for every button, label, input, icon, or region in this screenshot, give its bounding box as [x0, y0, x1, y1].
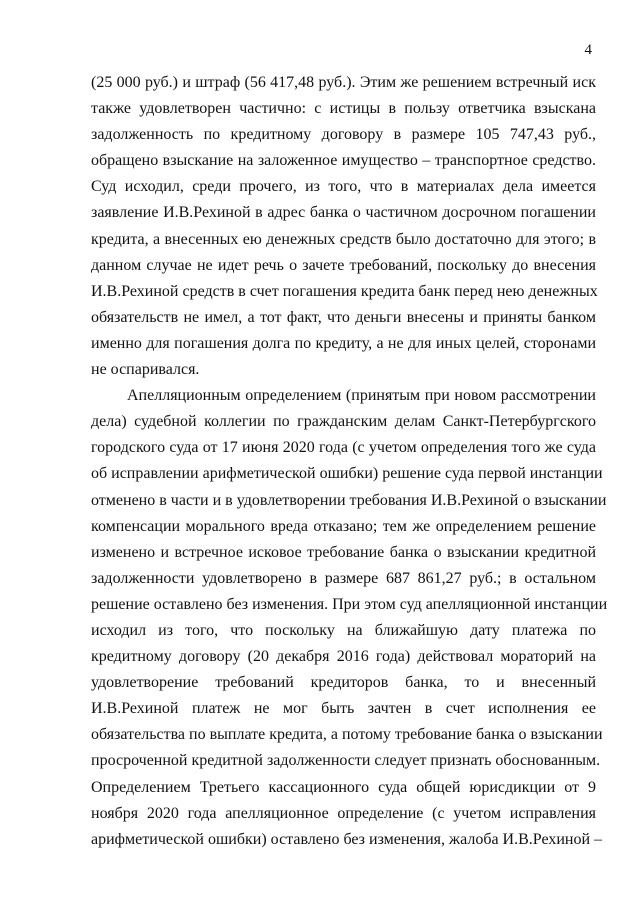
text-line: задолженность по кредитному договору в размере 105 747,43 руб., — [91, 126, 596, 144]
paragraph — [91, 383, 608, 853]
text-line: дела) судебной коллегии по гражданским делам Санкт-Петербургского — [91, 413, 596, 431]
text-line: арифметической ошибки) оставлено без изменения, жалоба И.В.Рехиной – — [91, 830, 603, 848]
text-line: И.В.Рехиной средств в счет погашения кредита банк перед нею денежных — [91, 282, 598, 300]
text-line: ноября 2020 года апелляционное определение (с учетом исправления — [91, 804, 596, 822]
text-line: не оспаривался. — [91, 361, 200, 379]
text-line: также удовлетворен частично: с истицы в пользу ответчика взыскана — [91, 100, 596, 118]
text-line: кредитному договору (20 декабря 2016 года) действовал мораторий на — [91, 648, 596, 666]
text-line: изменено и встречное исковое требование банка о взыскании кредитной — [91, 543, 596, 561]
text-line: городского суда от 17 июня 2020 года (с учетом определения того же суда — [91, 439, 596, 457]
text-line: компенсации морального вреда отказано; тем же определением решение — [91, 517, 596, 535]
text-line: обязательства по выплате кредита, а потому требование банка о взыскании — [91, 726, 603, 744]
text-line: обращено взыскание на заложенное имущество – транспортное средство. — [91, 152, 596, 170]
document-body — [91, 70, 608, 853]
text-line: об исправлении арифметической ошибки) решение суда первой инстанции — [91, 465, 603, 483]
text-line: Апелляционным определением (принятым при новом рассмотрении — [127, 387, 596, 405]
text-line: отменено в части и в удовлетворении требования И.В.Рехиной о взыскании — [91, 491, 607, 509]
text-line: Определением Третьего кассационного суда общей юрисдикции от 9 — [91, 778, 596, 796]
text-line: данном случае не идет речь о зачете требований, поскольку до внесения — [91, 256, 596, 274]
text-line: решение оставлено без изменения. При этом суд апелляционной инстанции — [91, 595, 608, 613]
text-line: И.В.Рехиной платеж не мог быть зачтен в счет исполнения ее — [91, 700, 596, 718]
page-number: 4 — [584, 42, 592, 58]
text-line: задолженности удовлетворено в размере 687 861,27 руб.; в остальном — [91, 569, 596, 587]
text-line: (25 000 руб.) и штраф (56 417,48 руб.). Этим же решением встречный иск — [91, 74, 596, 91]
text-line: удовлетворение требований кредиторов банка, то и внесенный — [91, 674, 596, 692]
text-line: обязательств не имел, а тот факт, что деньги внесены и приняты банком — [91, 308, 596, 326]
text-line: Суд исходил, среди прочего, из того, что в материалах дела имеется — [91, 178, 596, 196]
text-line: заявление И.В.Рехиной в адрес банка о частичном досрочном погашении — [91, 204, 596, 222]
paragraph — [91, 70, 596, 383]
text-line: исходил из того, что поскольку на ближайшую дату платежа по — [91, 621, 596, 639]
text-line: кредита, а внесенных ею денежных средств было достаточно для этого; в — [91, 230, 596, 248]
text-line: именно для погашения долга по кредиту, а не для иных целей, сторонами — [91, 334, 596, 352]
text-line: просроченной кредитной задолженности следует признать обоснованным. — [91, 752, 601, 770]
